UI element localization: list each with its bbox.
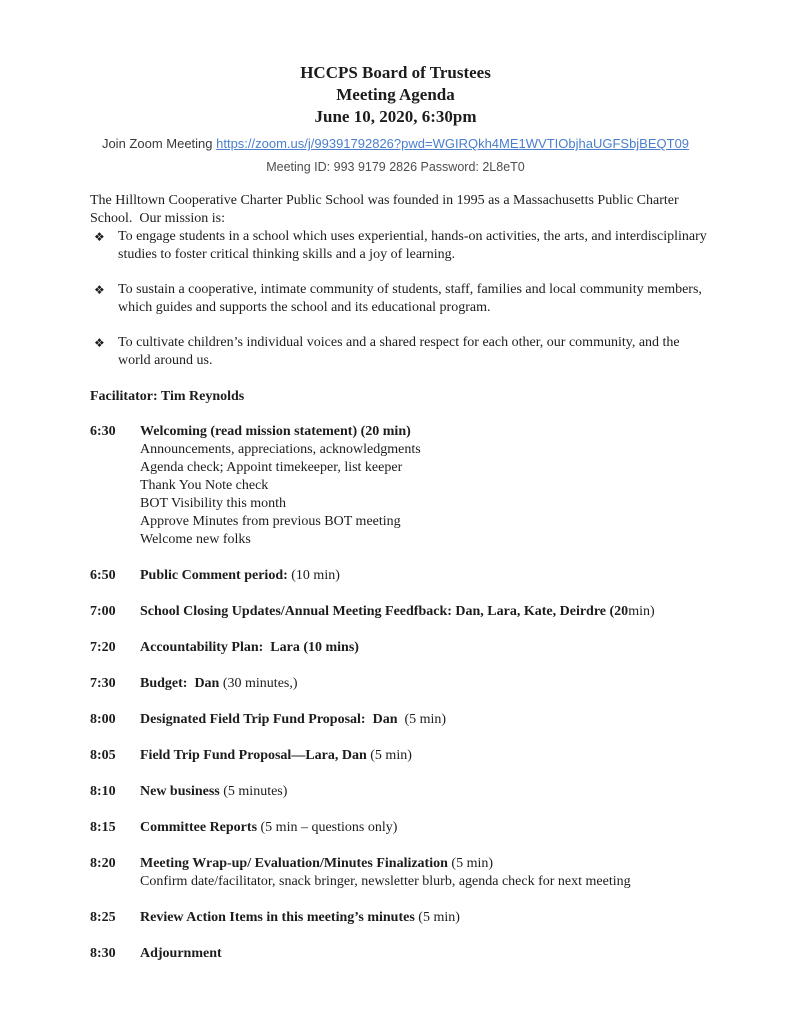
mission-bullet-text: To sustain a cooperative, intimate community of students, staff, families and local community members, which guides and supports the school and its educational program. [118, 282, 702, 315]
agenda-item-text [140, 909, 710, 927]
agenda-item-row [90, 945, 710, 963]
agenda-item-title: Designated Field Trip Fund Proposal: Dan [140, 712, 398, 727]
diamond-bullet-icon: ❖ [94, 230, 105, 244]
document-header [0, 0, 791, 175]
agenda-subline: Agenda check; Appoint timekeeper, list keeper [140, 460, 403, 475]
agenda-item-duration: (30 minutes,) [219, 676, 298, 691]
agenda-item-sublines [140, 441, 710, 549]
agenda-item-title: Meeting Wrap-up/ Evaluation/Minutes Finalization [140, 856, 448, 871]
agenda-item-row [90, 423, 710, 441]
mission-bullet-item [90, 228, 710, 264]
agenda-item-time: 8:00 [90, 712, 116, 727]
agenda-item-time: 8:10 [90, 784, 116, 799]
agenda-item-time: 8:30 [90, 946, 116, 961]
agenda-item-row [90, 909, 710, 927]
agenda-item-time: 7:20 [90, 640, 116, 655]
agenda-item [90, 747, 710, 765]
agenda-subline: Approve Minutes from previous BOT meeting [140, 514, 401, 529]
agenda-item [90, 711, 710, 729]
agenda-item-title: Adjournment [140, 946, 222, 961]
agenda-list [90, 423, 710, 963]
agenda-item [90, 819, 710, 837]
agenda-item-row [90, 783, 710, 801]
agenda-item-time: 6:30 [90, 424, 116, 439]
zoom-join-line [0, 135, 791, 152]
agenda-item-text [140, 675, 710, 693]
agenda-item-time: 8:15 [90, 820, 116, 835]
agenda-item-title: Budget: Dan [140, 676, 220, 691]
agenda-item-text [140, 567, 710, 585]
agenda-item [90, 639, 710, 657]
agenda-item-title: Accountability Plan: Lara (10 mins) [140, 640, 359, 655]
mission-bullet-item [90, 334, 710, 370]
agenda-item-duration: (5 min) [414, 910, 460, 925]
join-zoom-label: Join Zoom Meeting [101, 136, 217, 151]
agenda-item-text [140, 423, 710, 441]
agenda-item-text [140, 855, 710, 873]
agenda-item-duration: (5 min) [447, 856, 494, 871]
mission-bullet-list [90, 228, 710, 370]
document-body [90, 192, 710, 963]
agenda-item-row [90, 819, 710, 837]
facilitator-line: Facilitator: Tim Reynolds [90, 389, 245, 404]
agenda-item-duration: (5 min – questions only) [257, 820, 398, 835]
agenda-subline: Announcements, appreciations, acknowledgments [140, 442, 421, 457]
agenda-item-sublines [140, 873, 710, 891]
agenda-item-duration: (5 minutes) [219, 784, 288, 799]
agenda-item-title: Review Action Items in this meeting’s minutes [140, 910, 415, 925]
agenda-item [90, 783, 710, 801]
agenda-item-title: Welcoming (read mission statement) (20 min) [140, 424, 411, 439]
document-subtitle: Meeting Agenda [336, 85, 455, 104]
agenda-item-time: 8:20 [90, 856, 116, 871]
agenda-item-time: 7:30 [90, 676, 116, 691]
agenda-item-text [140, 819, 710, 837]
agenda-item-duration: (5 min) [366, 748, 412, 763]
agenda-item-title: School Closing Updates/Annual Meeting Feedfback: Dan, Lara, Kate, Deirdre (20 [140, 604, 629, 619]
agenda-item [90, 567, 710, 585]
agenda-subline: Confirm date/facilitator, snack bringer, newsletter blurb, agenda check for next meeting [140, 874, 631, 889]
diamond-bullet-icon: ❖ [94, 336, 105, 350]
agenda-item-row [90, 567, 710, 585]
agenda-item-row [90, 747, 710, 765]
intro-paragraph: The Hilltown Cooperative Charter Public School was founded in 1995 as a Massachusetts Public Charter School. Our mission is: [90, 193, 683, 226]
agenda-item-duration: min) [628, 604, 655, 619]
document-title: HCCPS Board of Trustees [300, 63, 491, 82]
agenda-item-title: Committee Reports [140, 820, 258, 835]
agenda-item [90, 945, 710, 963]
diamond-bullet-icon: ❖ [94, 283, 105, 297]
agenda-item-time: 6:50 [90, 568, 116, 583]
agenda-item [90, 603, 710, 621]
agenda-item-row [90, 639, 710, 657]
meeting-datetime: June 10, 2020, 6:30pm [314, 107, 477, 126]
mission-bullet-text: To cultivate children’s individual voices and a shared respect for each other, our community, and the world around us. [118, 335, 680, 368]
agenda-item [90, 675, 710, 693]
agenda-item-text [140, 945, 710, 963]
agenda-subline: Welcome new folks [140, 532, 251, 547]
agenda-item-time: 7:00 [90, 604, 116, 619]
agenda-item [90, 423, 710, 549]
agenda-item-title: Public Comment period: [140, 568, 288, 583]
agenda-subline: Thank You Note check [140, 478, 269, 493]
meeting-id-password: Meeting ID: 993 9179 2826 Password: 2L8eT0 [266, 160, 525, 174]
agenda-item [90, 909, 710, 927]
mission-bullet-item [90, 281, 710, 317]
agenda-item-text [140, 783, 710, 801]
agenda-subline: BOT Visibility this month [140, 496, 287, 511]
agenda-item-time: 8:25 [90, 910, 116, 925]
agenda-item-duration: (10 min) [287, 568, 340, 583]
agenda-item-text [140, 747, 710, 765]
agenda-item-text [140, 603, 710, 621]
agenda-item-title: New business [140, 784, 220, 799]
zoom-meeting-link[interactable]: https://zoom.us/j/99391792826?pwd=WGIRQkh4ME1WVTIObjhaUGFSbjBEQT09 [216, 136, 690, 151]
agenda-item [90, 855, 710, 891]
agenda-item-row [90, 855, 710, 873]
agenda-item-row [90, 711, 710, 729]
agenda-item-text [140, 711, 710, 729]
agenda-item-time: 8:05 [90, 748, 116, 763]
agenda-item-row [90, 675, 710, 693]
agenda-item-title: Field Trip Fund Proposal—Lara, Dan [140, 748, 367, 763]
agenda-item-duration: (5 min) [397, 712, 447, 727]
mission-bullet-text: To engage students in a school which uses experiential, hands-on activities, the arts, and interdisciplinary studies to foster critical thinking skills and a joy of learning. [118, 229, 707, 262]
agenda-item-text [140, 639, 710, 657]
agenda-item-row [90, 603, 710, 621]
